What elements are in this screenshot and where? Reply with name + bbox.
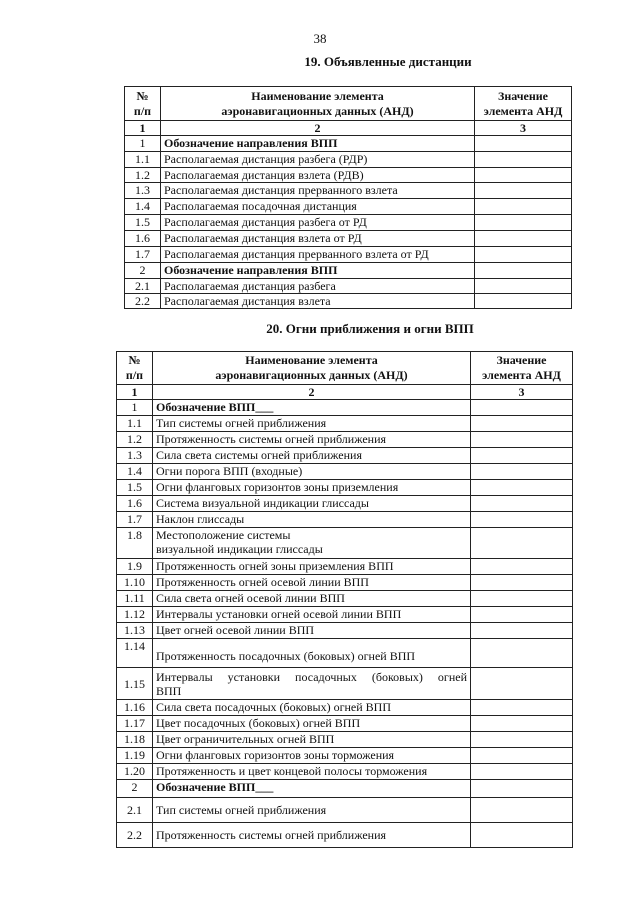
row-name: Располагаемая дистанция прерванного взлета от РД bbox=[161, 247, 475, 263]
row-value bbox=[471, 559, 573, 575]
row-name: Располагаемая посадочная дистанция bbox=[161, 199, 475, 215]
row-name: Сила света посадочных (боковых) огней ВПП bbox=[153, 700, 471, 716]
row-name: Цвет посадочных (боковых) огней ВПП bbox=[153, 716, 471, 732]
table-row bbox=[117, 432, 573, 448]
row-name: Обозначение направления ВПП bbox=[161, 263, 475, 279]
table-row bbox=[117, 623, 573, 639]
row-value bbox=[471, 448, 573, 464]
row-value bbox=[471, 464, 573, 480]
row-number: 1.7 bbox=[117, 512, 153, 528]
header-cell-name: Наименование элемента аэронавигационных данных (АНД) bbox=[153, 352, 471, 385]
row-number: 1.2 bbox=[117, 432, 153, 448]
row-number: 1.14 bbox=[117, 639, 153, 668]
row-number: 1.12 bbox=[117, 607, 153, 623]
row-number: 1.19 bbox=[117, 748, 153, 764]
row-number: 1.7 bbox=[125, 247, 161, 263]
row-name: Обозначение направления ВПП bbox=[161, 136, 475, 152]
row-number: 1.5 bbox=[117, 480, 153, 496]
row-number: 1.6 bbox=[117, 496, 153, 512]
row-name: Протяженность огней осевой линии ВПП bbox=[153, 575, 471, 591]
table-row bbox=[117, 559, 573, 575]
row-value bbox=[475, 294, 572, 309]
row-number: 1.11 bbox=[117, 591, 153, 607]
row-number: 2.2 bbox=[117, 823, 153, 848]
row-value bbox=[475, 231, 572, 247]
header-cell-value: Значение элемента АНД bbox=[475, 87, 572, 121]
column-number: 3 bbox=[475, 121, 572, 136]
row-value bbox=[475, 152, 572, 168]
header-cell-number: № п/п bbox=[125, 87, 161, 121]
row-number: 1.17 bbox=[117, 716, 153, 732]
row-name: Система визуальной индикации глиссады bbox=[153, 496, 471, 512]
table-row bbox=[117, 528, 573, 559]
row-value bbox=[471, 480, 573, 496]
row-name: Интервалы установки посадочных (боковых) огней ВПП bbox=[153, 668, 471, 700]
table-row bbox=[117, 798, 573, 823]
row-number: 1.15 bbox=[117, 668, 153, 700]
table-row bbox=[117, 480, 573, 496]
row-name: Обозначение ВПП___ bbox=[153, 780, 471, 798]
row-value bbox=[471, 732, 573, 748]
row-name: Располагаемая дистанция взлета от РД bbox=[161, 231, 475, 247]
table-row bbox=[117, 416, 573, 432]
row-number: 1.4 bbox=[117, 464, 153, 480]
table-row bbox=[117, 639, 573, 668]
row-value bbox=[471, 512, 573, 528]
table-row bbox=[117, 668, 573, 700]
row-number: 2.1 bbox=[117, 798, 153, 823]
row-name: Располагаемая дистанция взлета (РДВ) bbox=[161, 168, 475, 183]
row-value bbox=[471, 416, 573, 432]
header-cell-number: № п/п bbox=[117, 352, 153, 385]
row-value bbox=[471, 639, 573, 668]
column-number: 1 bbox=[117, 385, 153, 400]
row-name: Цвет ограничительных огней ВПП bbox=[153, 732, 471, 748]
column-number-row bbox=[125, 121, 572, 136]
row-name: Цвет огней осевой линии ВПП bbox=[153, 623, 471, 639]
row-value bbox=[471, 748, 573, 764]
row-name: Протяженность системы огней приближения bbox=[153, 432, 471, 448]
table-row bbox=[117, 400, 573, 416]
row-name: Протяженность посадочных (боковых) огней ВПП bbox=[153, 639, 471, 668]
table-row bbox=[117, 823, 573, 848]
row-number: 1.2 bbox=[125, 168, 161, 183]
header-cell-name: Наименование элемента аэронавигационных данных (АНД) bbox=[161, 87, 475, 121]
row-value bbox=[471, 623, 573, 639]
table-row bbox=[125, 294, 572, 309]
table-row bbox=[125, 136, 572, 152]
column-number: 3 bbox=[471, 385, 573, 400]
row-name: Наклон глиссады bbox=[153, 512, 471, 528]
row-number: 2.2 bbox=[125, 294, 161, 309]
row-name: Тип системы огней приближения bbox=[153, 416, 471, 432]
row-value bbox=[475, 199, 572, 215]
row-number: 1.3 bbox=[117, 448, 153, 464]
row-number: 1.10 bbox=[117, 575, 153, 591]
row-number: 1.5 bbox=[125, 215, 161, 231]
row-value bbox=[471, 496, 573, 512]
table-row bbox=[117, 780, 573, 798]
table-row bbox=[125, 263, 572, 279]
row-value bbox=[475, 215, 572, 231]
table-row bbox=[125, 231, 572, 247]
row-value bbox=[471, 764, 573, 780]
row-number: 1.13 bbox=[117, 623, 153, 639]
row-value bbox=[475, 136, 572, 152]
table-row bbox=[117, 464, 573, 480]
row-value bbox=[471, 798, 573, 823]
row-name: Тип системы огней приближения bbox=[153, 798, 471, 823]
table-header-row bbox=[125, 87, 572, 121]
row-number: 1.16 bbox=[117, 700, 153, 716]
table-row bbox=[117, 591, 573, 607]
row-number: 1.1 bbox=[125, 152, 161, 168]
table-row bbox=[125, 279, 572, 294]
row-value bbox=[475, 279, 572, 294]
row-number: 1.1 bbox=[117, 416, 153, 432]
row-number: 2.1 bbox=[125, 279, 161, 294]
row-number: 1.20 bbox=[117, 764, 153, 780]
section-20-title: 20. Огни приближения и огни ВПП bbox=[266, 321, 474, 336]
table-row bbox=[125, 183, 572, 199]
approach-runway-lights-table bbox=[116, 351, 573, 848]
row-name: Располагаемая дистанция разбега от РД bbox=[161, 215, 475, 231]
table-row bbox=[117, 512, 573, 528]
table-row bbox=[125, 215, 572, 231]
table-row bbox=[117, 748, 573, 764]
row-name: Располагаемая дистанция взлета bbox=[161, 294, 475, 309]
table-row bbox=[117, 732, 573, 748]
row-value bbox=[471, 716, 573, 732]
row-value bbox=[471, 575, 573, 591]
table-row bbox=[125, 199, 572, 215]
row-value bbox=[471, 400, 573, 416]
table-row bbox=[117, 716, 573, 732]
row-number: 1.3 bbox=[125, 183, 161, 199]
row-number: 2 bbox=[117, 780, 153, 798]
row-value bbox=[471, 668, 573, 700]
row-number: 1.8 bbox=[117, 528, 153, 559]
row-name: Обозначение ВПП___ bbox=[153, 400, 471, 416]
table-row bbox=[125, 152, 572, 168]
row-value bbox=[471, 591, 573, 607]
row-number: 1 bbox=[125, 136, 161, 152]
row-name: Протяженность системы огней приближения bbox=[153, 823, 471, 848]
row-value bbox=[471, 780, 573, 798]
row-number: 2 bbox=[125, 263, 161, 279]
row-name: Сила света огней осевой линии ВПП bbox=[153, 591, 471, 607]
row-name: Огни порога ВПП (входные) bbox=[153, 464, 471, 480]
row-number: 1.18 bbox=[117, 732, 153, 748]
row-name: Располагаемая дистанция разбега bbox=[161, 279, 475, 294]
row-value bbox=[475, 168, 572, 183]
declared-distances-table bbox=[124, 86, 572, 309]
column-number: 1 bbox=[125, 121, 161, 136]
row-value bbox=[471, 528, 573, 559]
row-value bbox=[471, 823, 573, 848]
table-header-row bbox=[117, 352, 573, 385]
row-name: Сила света системы огней приближения bbox=[153, 448, 471, 464]
row-number: 1.9 bbox=[117, 559, 153, 575]
row-value bbox=[475, 183, 572, 199]
row-value bbox=[475, 247, 572, 263]
column-number: 2 bbox=[153, 385, 471, 400]
row-number: 1 bbox=[117, 400, 153, 416]
table-row bbox=[117, 448, 573, 464]
table-row bbox=[125, 168, 572, 183]
row-name: Местоположение системы визуальной индикации глиссады bbox=[153, 528, 471, 559]
row-number: 1.4 bbox=[125, 199, 161, 215]
section-19-title: 19. Объявленные дистанции bbox=[304, 54, 472, 69]
table-row bbox=[117, 607, 573, 623]
row-value bbox=[471, 607, 573, 623]
header-cell-value: Значение элемента АНД bbox=[471, 352, 573, 385]
row-name: Огни фланговых горизонтов зоны приземления bbox=[153, 480, 471, 496]
table-row bbox=[117, 496, 573, 512]
column-number: 2 bbox=[161, 121, 475, 136]
row-name: Располагаемая дистанция прерванного взлета bbox=[161, 183, 475, 199]
page-number: 38 bbox=[313, 31, 327, 46]
row-name: Протяженность и цвет концевой полосы торможения bbox=[153, 764, 471, 780]
column-number-row bbox=[117, 385, 573, 400]
row-name: Располагаемая дистанция разбега (РДР) bbox=[161, 152, 475, 168]
row-name: Протяженность огней зоны приземления ВПП bbox=[153, 559, 471, 575]
row-name: Интервалы установки огней осевой линии ВПП bbox=[153, 607, 471, 623]
table-row bbox=[125, 247, 572, 263]
row-number: 1.6 bbox=[125, 231, 161, 247]
table-row bbox=[117, 700, 573, 716]
row-value bbox=[471, 700, 573, 716]
table-row bbox=[117, 764, 573, 780]
table-row bbox=[117, 575, 573, 591]
row-name: Огни фланговых горизонтов зоны торможения bbox=[153, 748, 471, 764]
row-value bbox=[471, 432, 573, 448]
row-value bbox=[475, 263, 572, 279]
